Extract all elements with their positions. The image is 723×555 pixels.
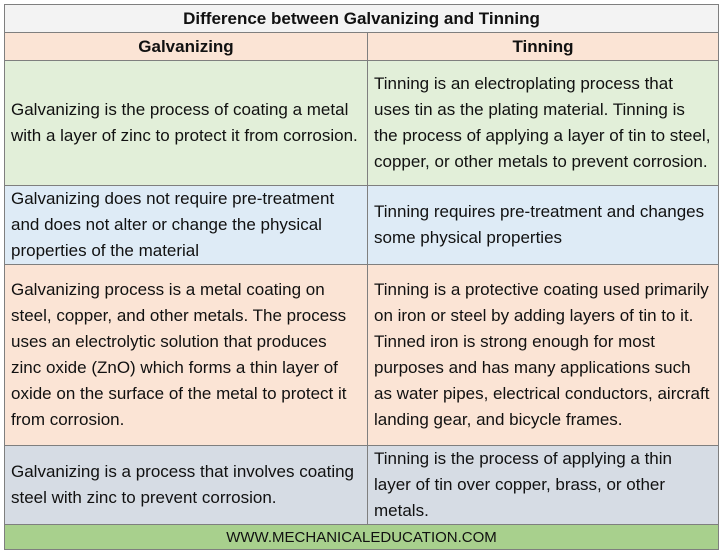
- tinning-cell: Tinning is a protective coating used primarily on iron or steel by adding layers of tin to it. Tinned iron is strong enough for most purposes and has many applications such as water pipes, electrical conductors, aircraft landing gear, and bicycle frames.: [368, 265, 719, 446]
- table-row: [5, 446, 719, 525]
- table-row: [5, 265, 719, 446]
- table-row: [5, 186, 719, 265]
- column-header-tinning: Tinning: [368, 33, 719, 61]
- table-row: [5, 61, 719, 186]
- tinning-cell: Tinning is an electroplating process that uses tin as the plating material. Tinning is the process of applying a layer of tin to steel, copper, or other metals to prevent corrosion.: [368, 61, 719, 186]
- tinning-cell: Tinning is the process of applying a thin layer of tin over copper, brass, or other metals.: [368, 446, 719, 525]
- tinning-cell: Tinning requires pre-treatment and changes some physical properties: [368, 186, 719, 265]
- comparison-table: [4, 4, 719, 550]
- website-footer: WWW.MECHANICALEDUCATION.COM: [5, 525, 719, 550]
- table-title: Difference between Galvanizing and Tinning: [5, 5, 719, 33]
- galvanizing-cell: Galvanizing is the process of coating a metal with a layer of zinc to protect it from corrosion.: [5, 61, 368, 186]
- galvanizing-cell: Galvanizing is a process that involves coating steel with zinc to prevent corrosion.: [5, 446, 368, 525]
- galvanizing-cell: Galvanizing process is a metal coating on steel, copper, and other metals. The process uses an electrolytic solution that produces zinc oxide (ZnO) which forms a thin layer of oxide on the surface of the metal to protect it from corrosion.: [5, 265, 368, 446]
- column-header-galvanizing: Galvanizing: [5, 33, 368, 61]
- galvanizing-cell: Galvanizing does not require pre-treatment and does not alter or change the physical properties of the material: [5, 186, 368, 265]
